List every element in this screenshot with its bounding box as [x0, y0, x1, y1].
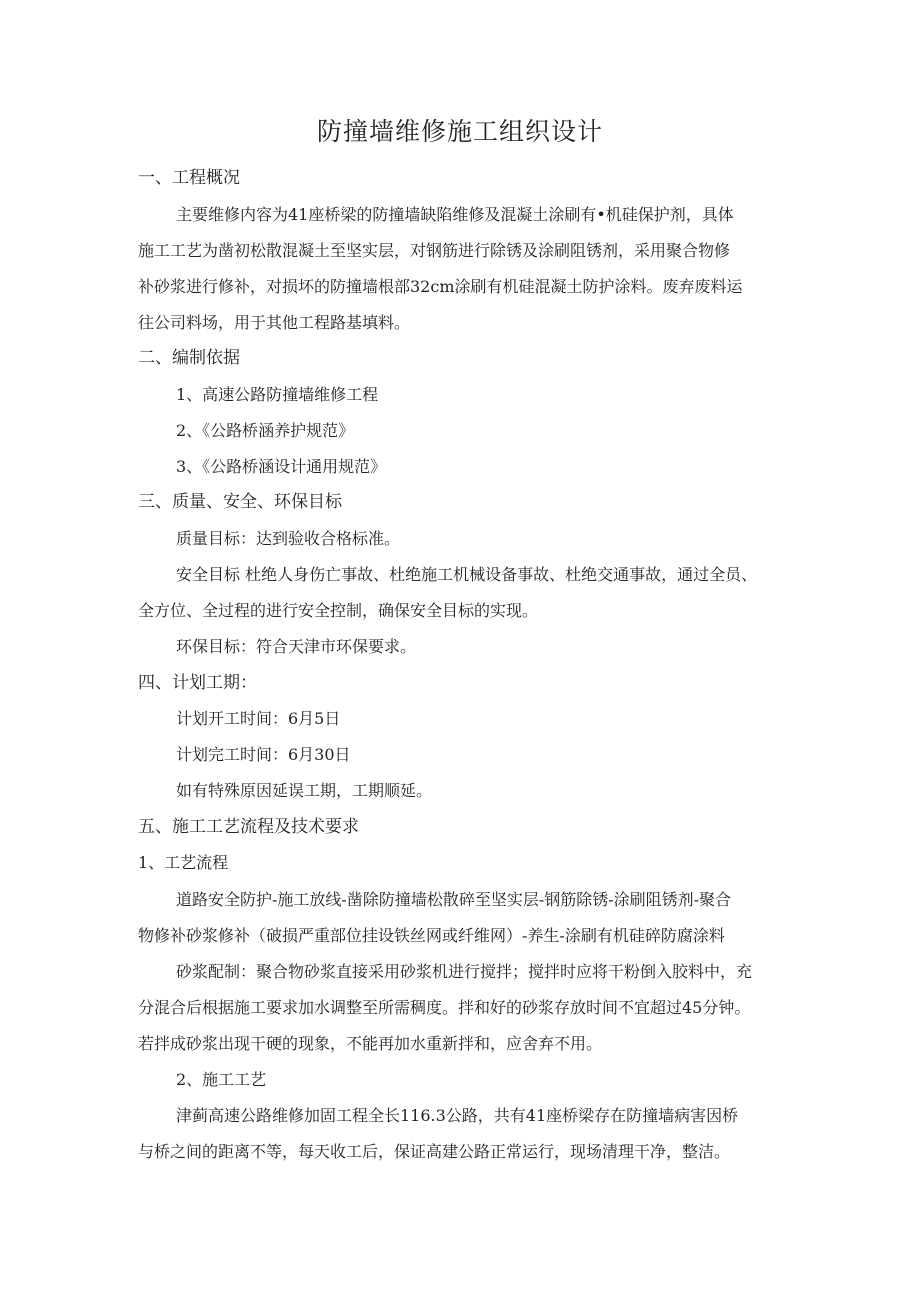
paragraph-line: 物修补砂浆修补（破损严重部位挂设铁丝网或纤维网）-养生-涂刷有机硅碎防腐涂料 — [138, 926, 725, 945]
paragraph-line: 全方位、全过程的进行安全控制，确保安全目标的实现。 — [138, 601, 539, 620]
list-item: 3、《公路桥涵设计通用规范》 — [176, 457, 387, 476]
paragraph-line: 补砂浆进行修补，对损坏的防撞墙根部32cm涂刷有机硅混凝土防护涂料。废弃废料运 — [138, 277, 743, 296]
paragraph-line: 往公司料场，用于其他工程路基填料。 — [138, 313, 411, 332]
list-item: 2、《公路桥涵养护规范》 — [176, 421, 355, 440]
subsection-heading: 1、工艺流程 — [138, 853, 229, 872]
paragraph-line: 安全目标 杜绝人身伤亡事故、杜绝施工机械设备事故、杜绝交通事故，通过全员、 — [176, 565, 758, 584]
paragraph-line: 计划完工时间：6月30日 — [176, 745, 351, 764]
paragraph-line: 计划开工时间：6月5日 — [176, 709, 341, 728]
paragraph-line: 砂浆配制：聚合物砂浆直接采用砂浆机进行搅拌；搅拌时应将干粉倒入胶料中，充 — [176, 962, 753, 981]
section-heading-process: 五、施工工艺流程及技术要求 — [138, 817, 359, 837]
subsection-heading: 2、施工工艺 — [176, 1070, 267, 1089]
paragraph-line: 若拌成砂浆出现干硬的现象，不能再加水重新拌和，应舍弃不用。 — [138, 1034, 603, 1053]
paragraph-line: 道路安全防护-施工放线-凿除防撞墙松散碎至坚实层-钢筋除锈-涂刷阻锈剂-聚合 — [176, 890, 732, 909]
section-heading-overview: 一、工程概况 — [138, 168, 240, 188]
list-item: 1、高速公路防撞墙维修工程 — [176, 385, 379, 404]
paragraph-line: 主要维修内容为41座桥梁的防撞墙缺陷维修及混凝土涂刷有•机硅保护剂，具体 — [176, 205, 734, 224]
paragraph-line: 如有特殊原因延误工期，工期顺延。 — [176, 781, 433, 800]
paragraph-line: 施工工艺为凿初松散混凝土至坚实层，对钢筋进行除锈及涂刷阻锈剂，采用聚合物修 — [138, 241, 731, 260]
paragraph-line: 环保目标：符合天津市环保要求。 — [176, 637, 417, 656]
paragraph-line: 分混合后根据施工要求加水调整至所需稠度。拌和好的砂浆存放时间不宜超过45分钟。 — [138, 998, 751, 1017]
paragraph-line: 与桥之间的距离不等，每天收工后，保证高建公路正常运行，现场清理干净，整洁。 — [138, 1142, 731, 1161]
document-title: 防撞墙维修施工组织设计 — [316, 117, 603, 146]
paragraph-line: 质量目标：达到验收合格标准。 — [176, 529, 401, 548]
section-heading-goals: 三、质量、安全、环保目标 — [138, 492, 342, 512]
section-heading-schedule: 四、计划工期： — [138, 673, 257, 693]
paragraph-line: 津蓟高速公路维修加固工程全长116.3公路，共有41座桥梁存在防撞墙病害因桥 — [176, 1106, 739, 1125]
section-heading-basis: 二、编制依据 — [138, 348, 240, 368]
